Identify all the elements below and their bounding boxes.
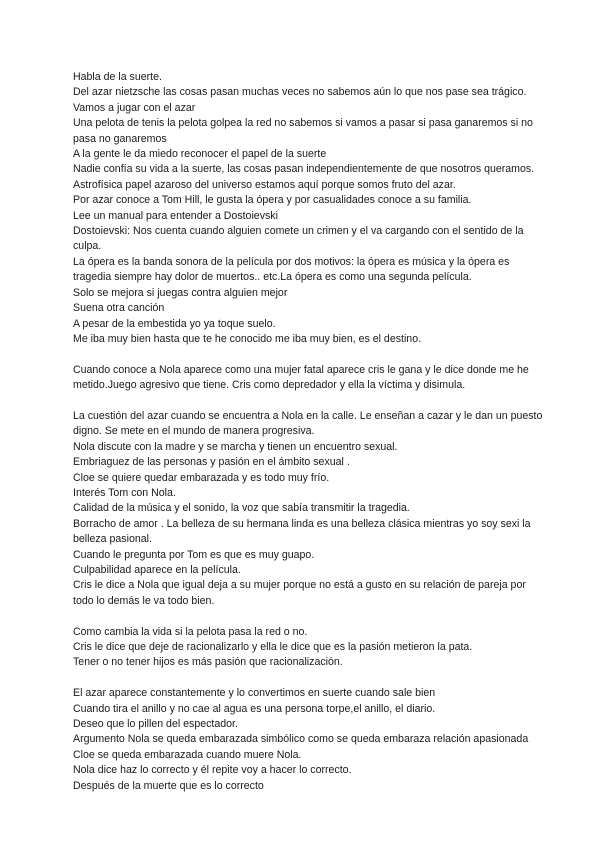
text-line: El azar aparece constantemente y lo convertimos en suerte cuando sale bien [73,687,436,700]
text-line: A la gente le da miedo reconocer el papel de la suerte [73,148,327,161]
text-line: Una pelota de tenis la pelota golpea la red no sabemos si vamos a pasar si pasa ganaremos si no pasa no ganaremos [73,117,533,145]
paragraph-gap [73,347,543,362]
text-line: Cris le dice que deje de racionalizarlo y ella le dice que es la pasión metieron la pata. [73,640,473,653]
text-line: Culpabilidad aparece en la película. [73,563,241,576]
text-line: Calidad de la música y el sonido, la voz que sabía transmitir la tragedia. [73,502,410,515]
text-line: Cuando tira el anillo y no cae al agua es una persona torpe,el anillo, el diario. [73,702,436,715]
text-line: Borracho de amor . La belleza de su hermana linda es una belleza clásica mientras yo soy sexi la belleza pasional. [73,517,531,546]
text-line: Cloe se queda embarazada cuando muere Nola. [73,748,302,761]
text-line: Me iba muy bien hasta que te he conocido me iba muy bien, es el destino. [73,332,422,345]
document-body [73,70,543,794]
text-line: Cuando conoce a Nola aparece como una mujer fatal aparece cris le gana y le dice donde me he metido.Juego agresivo que tiene. Cris como depredador y ella la víctima y disimula. [73,363,529,392]
text-line: Nola dice haz lo correcto y él repite voy a hacer lo correcto. [73,764,352,777]
text-line: Nola discute con la madre y se marcha y tienen un encuentro sexual. [73,440,398,453]
text-line: Nadie confía su vida a la suerte, las cosas pasan independientemente de que nosotros queramos. [73,163,535,176]
text-line: Lee un manual para entender a Dostoievski [73,209,278,222]
text-line: La ópera es la banda sonora de la película por dos motivos: la ópera es música y la ópera es tragedia siempre hay dolor de muertos.. etc.La ópera es como una segunda película. [73,255,510,284]
text-line: Cris le dice a Nola que igual deja a su mujer porque no está a gusto en su relación de pareja por todo lo demás le va todo bien. [73,579,526,607]
text-line: Astrofísica papel azaroso del universo estamos aquí porque somos fruto del azar. [73,178,456,191]
paragraph-group-2 [73,363,543,394]
paragraph-group-5 [73,686,543,794]
text-line: Del azar nietzsche las cosas pasan muchas veces no sabemos aún lo que nos pase sea trágico. [73,86,527,99]
text-line: Cuando le pregunta por Tom es que es muy guapo. [73,548,315,561]
text-line: A pesar de la embestida yo ya toque suelo. [73,317,276,330]
text-line: Por azar conoce a Tom Hill, le gusta la ópera y por casualidades conoce a su familia. [73,194,472,207]
paragraph-group-4 [73,625,543,671]
text-line: Cloe se quiere quedar embarazada y es todo muy frío. [73,471,330,484]
paragraph-gap [73,394,543,409]
text-line: Habla de la suerte. [73,71,162,83]
text-line: Como cambia la vida si la pelota pasa la red o no. [73,625,308,638]
text-line: Embriaguez de las personas y pasión en el ámbito sexual . [73,456,350,469]
text-line: Deseo que lo pillen del espectador. [73,718,238,730]
text-line: Argumento Nola se queda embarazada simbólico como se queda embaraza relación apasionada [73,733,529,746]
text-line: Vamos a jugar con el azar [73,101,196,114]
text-line: Interés Tom con Nola. [73,486,176,499]
text-line: Dostoievski: Nos cuenta cuando alguien comete un crimen y el va cargando con el sentido de la culpa. [73,225,524,253]
paragraph-group-1 [73,70,543,347]
paragraph-gap [73,671,543,686]
text-line: Tener o no tener hijos es más pasión que racionalización. [73,656,343,669]
text-line: Suena otra canción [73,302,165,315]
text-line: Solo se mejora si juegas contra alguien mejor [73,286,288,299]
paragraph-group-3 [73,409,543,609]
text-line: La cuestión del azar cuando se encuentra a Nola en la calle. Le enseñan a cazar y le dan un puesto digno. Se mete en el mundo de manera progresiva. [73,409,543,438]
text-line: Después de la muerte que es lo correcto [73,779,264,792]
paragraph-gap [73,609,543,624]
